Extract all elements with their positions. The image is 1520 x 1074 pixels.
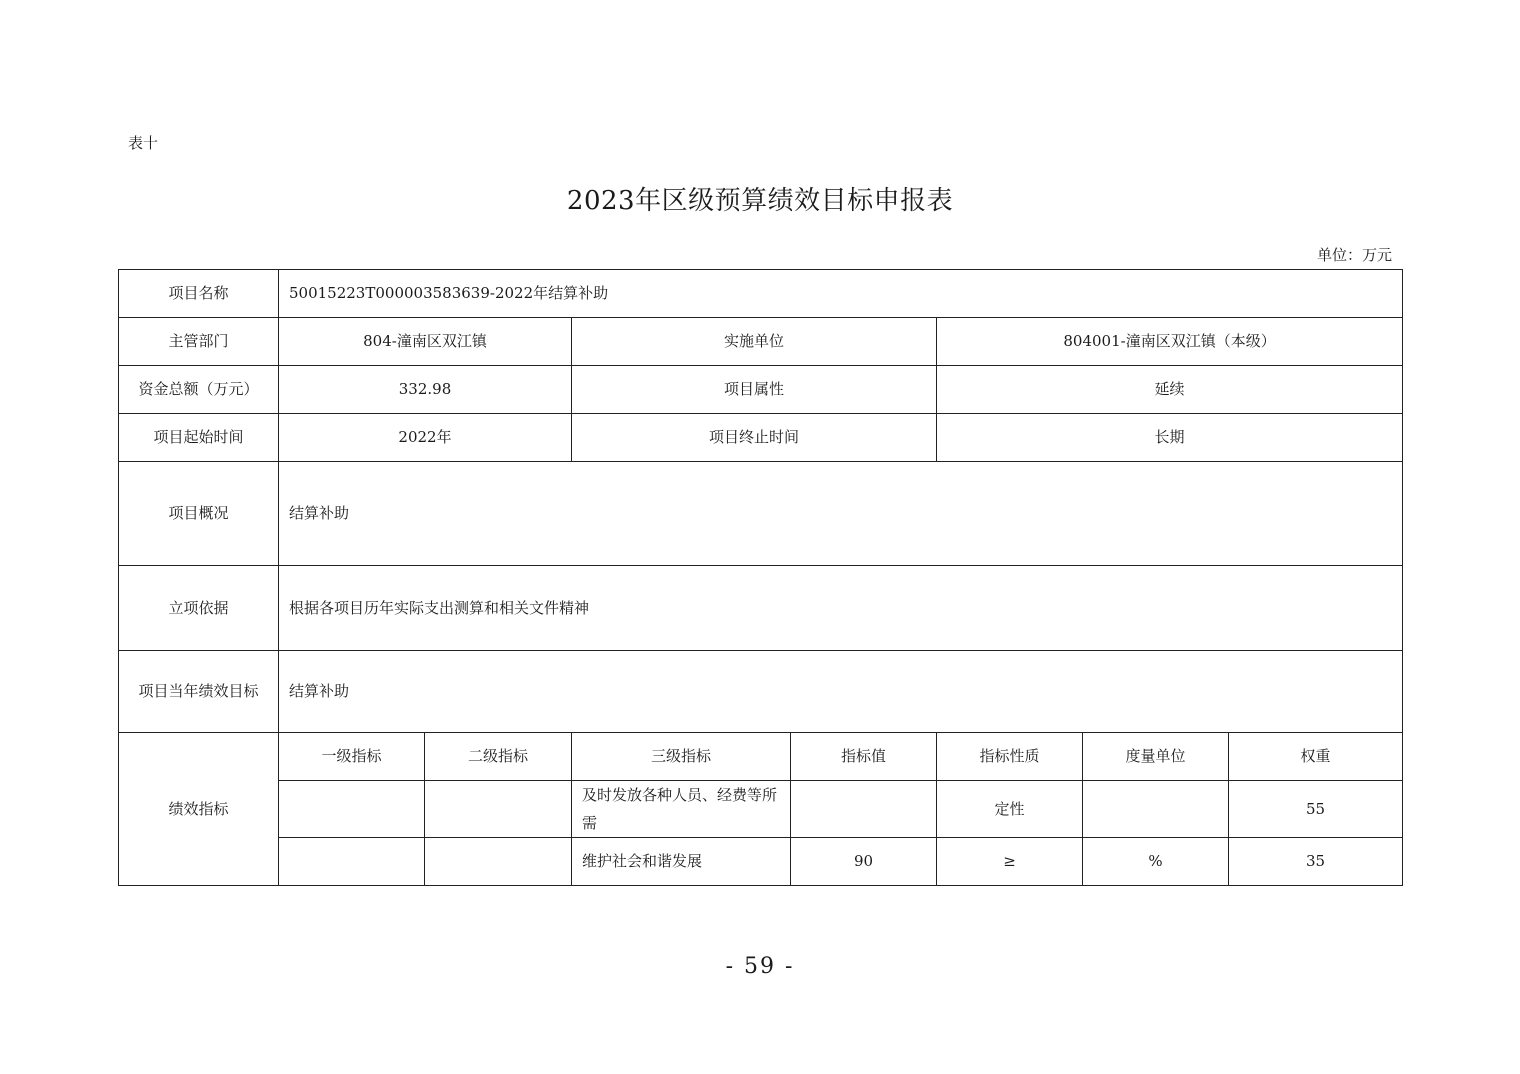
indicator-level3: 维护社会和谐发展 bbox=[572, 838, 791, 886]
unit-note: 单位：万元 bbox=[1316, 246, 1392, 264]
indicator-level2 bbox=[425, 838, 572, 886]
header-level3: 三级指标 bbox=[572, 733, 791, 781]
header-value: 指标值 bbox=[791, 733, 937, 781]
total-funds-label: 资金总额（万元） bbox=[119, 366, 279, 414]
indicator-level3: 及时发放各种人员、经费等所需 bbox=[572, 781, 791, 838]
indicator-level1 bbox=[279, 838, 425, 886]
table-row bbox=[119, 366, 1403, 414]
table-label: 表十 bbox=[128, 134, 159, 152]
basis-label: 立项依据 bbox=[119, 566, 279, 651]
indicator-nature: 定性 bbox=[937, 781, 1083, 838]
document-title: 2023年区级预算绩效目标申报表 bbox=[566, 186, 954, 216]
indicator-level1 bbox=[279, 781, 425, 838]
end-time-value: 长期 bbox=[937, 414, 1403, 462]
table-row bbox=[119, 462, 1403, 566]
indicator-row bbox=[119, 781, 1403, 838]
indicator-weight: 55 bbox=[1229, 781, 1403, 838]
table-row bbox=[119, 566, 1403, 651]
indicator-nature: ≥ bbox=[937, 838, 1083, 886]
indicator-header-row bbox=[119, 733, 1403, 781]
indicators-label: 绩效指标 bbox=[119, 733, 279, 886]
indicator-level2 bbox=[425, 781, 572, 838]
header-level1: 一级指标 bbox=[279, 733, 425, 781]
indicator-value: 90 bbox=[791, 838, 937, 886]
implementer-label: 实施单位 bbox=[572, 318, 937, 366]
goal-label: 项目当年绩效目标 bbox=[119, 651, 279, 733]
project-name-value: 50015223T000003583639-2022年结算补助 bbox=[279, 270, 1403, 318]
indicator-weight: 35 bbox=[1229, 838, 1403, 886]
table-row bbox=[119, 651, 1403, 733]
overview-value: 结算补助 bbox=[279, 462, 1403, 566]
implementer-value: 804001-潼南区双江镇（本级） bbox=[937, 318, 1403, 366]
start-time-label: 项目起始时间 bbox=[119, 414, 279, 462]
start-time-value: 2022年 bbox=[279, 414, 572, 462]
indicator-value bbox=[791, 781, 937, 838]
table-row bbox=[119, 270, 1403, 318]
header-weight: 权重 bbox=[1229, 733, 1403, 781]
page-number: - 59 - bbox=[725, 954, 795, 979]
goal-value: 结算补助 bbox=[279, 651, 1403, 733]
department-value: 804-潼南区双江镇 bbox=[279, 318, 572, 366]
overview-label: 项目概况 bbox=[119, 462, 279, 566]
attribute-value: 延续 bbox=[937, 366, 1403, 414]
header-unit: 度量单位 bbox=[1083, 733, 1229, 781]
indicator-row bbox=[119, 838, 1403, 886]
total-funds-value: 332.98 bbox=[279, 366, 572, 414]
indicator-unit: % bbox=[1083, 838, 1229, 886]
header-nature: 指标性质 bbox=[937, 733, 1083, 781]
project-name-label: 项目名称 bbox=[119, 270, 279, 318]
end-time-label: 项目终止时间 bbox=[572, 414, 937, 462]
attribute-label: 项目属性 bbox=[572, 366, 937, 414]
table-row bbox=[119, 318, 1403, 366]
basis-value: 根据各项目历年实际支出测算和相关文件精神 bbox=[279, 566, 1403, 651]
header-level2: 二级指标 bbox=[425, 733, 572, 781]
table-row bbox=[119, 414, 1403, 462]
department-label: 主管部门 bbox=[119, 318, 279, 366]
budget-performance-table bbox=[118, 269, 1403, 886]
indicator-unit bbox=[1083, 781, 1229, 838]
